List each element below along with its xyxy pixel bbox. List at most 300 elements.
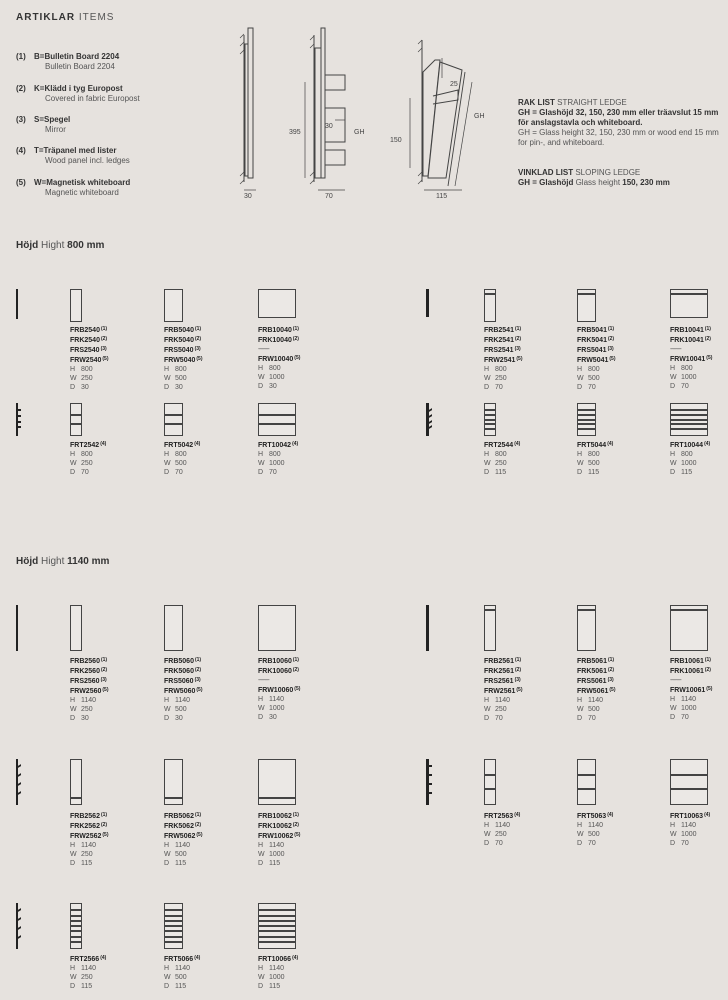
section-1140-value: 1140 mm [67, 556, 110, 567]
panel-ledge [671, 419, 707, 421]
dimension-d: D 30 [258, 714, 277, 721]
dimension-d: D 70 [670, 714, 689, 721]
dimension-w: W 250 [70, 851, 93, 858]
panel-ledge [165, 941, 182, 943]
panel-ledge [259, 920, 295, 922]
side-profile-icon [16, 605, 18, 651]
panel-ledge [485, 774, 495, 776]
dimension-w: W 250 [484, 831, 507, 838]
panel-ledge [165, 915, 182, 917]
product-info [484, 656, 523, 723]
straight-line2: för anslagstavla och whiteboard. [518, 118, 643, 127]
dimension-w: W 250 [70, 706, 93, 713]
product-code: FRB2560$^{(1)}$ [70, 657, 108, 665]
side-ledge-mark [18, 415, 21, 417]
product-code: FRS5061$^{(3)}$ [577, 677, 614, 685]
product-thumbnail [164, 289, 183, 322]
dimension-d: D 115 [258, 983, 281, 990]
svg-text:25: 25 [450, 81, 458, 88]
product-info [670, 811, 710, 848]
dimension-d: D 115 [670, 469, 693, 476]
side-ledge-mark [18, 421, 21, 423]
panel-ledge [71, 930, 81, 932]
dimension-w: W 1000 [258, 374, 285, 381]
product-info [258, 954, 298, 991]
side-ledge-mark [429, 783, 432, 785]
svg-text:115: 115 [436, 193, 448, 200]
side-ledge-mark [429, 408, 432, 412]
dimension-h: H 1140 [577, 822, 604, 829]
heading-en: ITEMS [78, 12, 115, 23]
legend-label-en: Wood panel incl. ledges [45, 156, 130, 165]
product-code: FRK2541$^{(2)}$ [484, 336, 522, 344]
dimension-d: D 30 [70, 715, 89, 722]
product-info [577, 811, 613, 848]
straight-line4: for pin-, and whiteboard. [518, 138, 605, 147]
dimension-w: W 500 [164, 375, 187, 382]
dimension-w: W 500 [577, 375, 600, 382]
dimension-d: D 30 [164, 384, 183, 391]
dimension-w: W 1000 [258, 851, 285, 858]
panel-ledge [578, 428, 595, 430]
section-800-sv: Höjd [16, 240, 39, 251]
panel-ledge [165, 920, 182, 922]
legend-label-sv: S=Spegel [34, 115, 71, 124]
side-ledge-mark [429, 774, 432, 776]
product-info [70, 954, 106, 991]
product-thumbnail [577, 403, 596, 436]
bottom-ledge [71, 797, 81, 799]
dimension-d: D 70 [577, 384, 596, 391]
dimension-h: H 1140 [484, 822, 511, 829]
section-title-800 [16, 240, 104, 251]
panel-ledge [578, 414, 595, 416]
dimension-h: H 1140 [484, 697, 511, 704]
product-code: FRS2541$^{(3)}$ [484, 346, 521, 354]
dimension-d: D 70 [164, 469, 183, 476]
legend-item [16, 115, 216, 137]
dimension-w: W 500 [164, 851, 187, 858]
product-code: FRS2561$^{(3)}$ [484, 677, 521, 685]
product-code: FRT2542$^{(4)}$ [70, 441, 107, 449]
product-thumbnail [164, 903, 183, 949]
product-thumbnail [577, 289, 596, 322]
dimension-d: D 115 [70, 860, 93, 867]
svg-text:GH: GH [354, 129, 365, 136]
legend-item [16, 52, 216, 74]
panel-ledge [71, 925, 81, 927]
product-thumbnail [670, 289, 708, 318]
dimension-w: W 500 [577, 831, 600, 838]
side-ledge-mark [18, 908, 21, 912]
panel-ledge [71, 936, 81, 938]
product-code: FRW5040$^{(5)}$ [164, 356, 203, 364]
product-info [164, 954, 200, 991]
sloping-title-sv: VINKLAD LIST [518, 168, 574, 177]
side-profile-icon [16, 403, 18, 436]
side-ledge-mark [18, 935, 21, 939]
panel-ledge [165, 414, 182, 416]
side-ledge-mark [18, 791, 21, 795]
product-thumbnail [164, 403, 183, 436]
dimension-d: D 30 [70, 384, 89, 391]
panel-ledge [578, 409, 595, 411]
svg-text:395: 395 [289, 129, 301, 136]
product-code: FRK10061$^{(2)}$ [670, 667, 711, 675]
panel-ledge [165, 423, 182, 425]
panel-ledge [165, 925, 182, 927]
top-ledge [578, 609, 595, 611]
product-code: FRB5060$^{(1)}$ [164, 657, 202, 665]
legend-number: (2) [16, 84, 26, 93]
product-code: FRT10042$^{(4)}$ [258, 441, 299, 449]
panel-ledge [578, 788, 595, 790]
product-thumbnail [258, 903, 296, 949]
product-info [164, 440, 200, 477]
dimension-h: H 1140 [70, 697, 97, 704]
product-info [164, 325, 203, 392]
side-ledge-mark [18, 926, 21, 930]
panel-ledge [485, 788, 495, 790]
product-code: FRK2561$^{(2)}$ [484, 667, 522, 675]
side-ledge-mark [18, 773, 21, 777]
dimension-d: D 70 [484, 840, 503, 847]
product-code: FRK5061$^{(2)}$ [577, 667, 615, 675]
dimension-h: H 1140 [258, 696, 285, 703]
separator: -------- [670, 346, 681, 353]
product-thumbnail [484, 403, 496, 436]
product-code: FRS2560$^{(3)}$ [70, 677, 107, 685]
panel-ledge [671, 788, 707, 790]
side-ledge-mark [429, 425, 432, 429]
dimension-h: H 800 [484, 366, 507, 373]
top-ledge [485, 293, 495, 295]
product-thumbnail [70, 605, 82, 651]
dimension-d: D 115 [258, 860, 281, 867]
side-ledge-mark [18, 426, 21, 428]
section-1140-sv: Höjd [16, 556, 39, 567]
product-code: FRW2561$^{(5)}$ [484, 687, 523, 695]
product-code: FRT5042$^{(4)}$ [164, 441, 201, 449]
dimension-w: W 250 [70, 375, 93, 382]
product-code: FRT2544$^{(4)}$ [484, 441, 521, 449]
panel-ledge [485, 423, 495, 425]
side-profile-icon [426, 289, 429, 317]
panel-ledge [71, 414, 81, 416]
dimension-w: W 1000 [670, 705, 697, 712]
dimension-w: W 500 [164, 460, 187, 467]
product-thumbnail [70, 903, 82, 949]
panel-ledge [485, 419, 495, 421]
dimension-d: D 70 [484, 384, 503, 391]
bottom-ledge [259, 797, 295, 799]
product-code: FRT2566$^{(4)}$ [70, 955, 107, 963]
side-ledge-mark [18, 764, 21, 768]
product-code: FRB10040$^{(1)}$ [258, 326, 299, 334]
dimension-h: H 800 [670, 365, 693, 372]
dimension-w: W 500 [164, 974, 187, 981]
product-code: FRK2560$^{(2)}$ [70, 667, 108, 675]
side-ledge-mark [429, 414, 432, 418]
dimension-w: W 500 [164, 706, 187, 713]
dimension-h: H 800 [484, 451, 507, 458]
panel-ledge [165, 909, 182, 911]
section-800-en: Hight [41, 240, 65, 251]
dimension-d: D 115 [164, 860, 187, 867]
product-code: FRK10060$^{(2)}$ [258, 667, 299, 675]
product-code: FRB2561$^{(1)}$ [484, 657, 522, 665]
svg-text:30: 30 [244, 193, 252, 200]
product-code: FRS5060$^{(3)}$ [164, 677, 201, 685]
legend-label-en: Mirror [45, 125, 66, 134]
dimension-h: H 1140 [70, 965, 97, 972]
dimension-h: H 800 [164, 366, 187, 373]
panel-ledge [71, 423, 81, 425]
bottom-ledge [165, 797, 182, 799]
heading-sv: ARTIKLAR [16, 12, 76, 23]
dimension-w: W 250 [70, 460, 93, 467]
product-code: FRB5040$^{(1)}$ [164, 326, 202, 334]
product-info [164, 811, 203, 868]
product-code: FRW2560$^{(5)}$ [70, 687, 109, 695]
product-code: FRW5061$^{(5)}$ [577, 687, 616, 695]
straight-title-en: STRAIGHT LEDGE [557, 98, 627, 107]
svg-text:150: 150 [390, 137, 402, 144]
product-info [577, 325, 616, 392]
product-thumbnail [258, 605, 296, 651]
product-code: FRK10041$^{(2)}$ [670, 336, 711, 344]
side-profile-icon [16, 289, 18, 319]
panel-ledge [259, 941, 295, 943]
dimension-h: H 1140 [258, 965, 285, 972]
profile-diagrams [230, 18, 520, 208]
dimension-d: D 70 [70, 469, 89, 476]
dimension-w: W 250 [484, 375, 507, 382]
product-code: FRB5041$^{(1)}$ [577, 326, 615, 334]
product-info [70, 811, 109, 868]
separator: -------- [258, 346, 269, 353]
product-thumbnail [164, 605, 183, 651]
product-code: FRK2540$^{(2)}$ [70, 336, 108, 344]
sloping-line-sv: GH = Glashöjd [518, 178, 574, 187]
product-code: FRB2541$^{(1)}$ [484, 326, 522, 334]
product-code: FRB10061$^{(1)}$ [670, 657, 711, 665]
dimension-d: D 70 [258, 469, 277, 476]
section-1140-en: Hight [41, 556, 65, 567]
product-code: FRW10060$^{(5)}$ [258, 686, 301, 694]
dimension-h: H 800 [164, 451, 187, 458]
dimension-h: H 1140 [577, 697, 604, 704]
dimension-d: D 115 [70, 983, 93, 990]
dimension-w: W 1000 [258, 460, 285, 467]
dimension-d: D 70 [670, 383, 689, 390]
dimension-h: H 800 [258, 365, 281, 372]
product-code: FRS5040$^{(3)}$ [164, 346, 201, 354]
panel-ledge [671, 428, 707, 430]
svg-text:70: 70 [325, 193, 333, 200]
product-info [670, 325, 712, 391]
product-code: FRT5063$^{(4)}$ [577, 812, 614, 820]
side-ledge-mark [429, 420, 432, 424]
product-code: FRW2540$^{(5)}$ [70, 356, 109, 364]
product-code: FRB10041$^{(1)}$ [670, 326, 711, 334]
panel-ledge [71, 915, 81, 917]
dimension-h: H 1140 [670, 822, 697, 829]
dimension-d: D 30 [164, 715, 183, 722]
product-thumbnail [70, 289, 82, 322]
product-info [258, 325, 300, 391]
dimension-h: H 1140 [70, 842, 97, 849]
top-ledge [671, 293, 707, 295]
side-ledge-mark [429, 792, 432, 794]
product-code: FRW2562$^{(5)}$ [70, 832, 109, 840]
side-profile-icon [426, 605, 429, 651]
legend-number: (3) [16, 115, 26, 124]
product-info [70, 440, 106, 477]
dimension-w: W 1000 [670, 831, 697, 838]
svg-text:30: 30 [325, 123, 333, 130]
legend-label-sv: K=Klädd i tyg Europost [34, 84, 123, 93]
side-ledge-mark [18, 917, 21, 921]
product-info [577, 440, 613, 477]
product-thumbnail [670, 759, 708, 805]
dimension-d: D 70 [577, 840, 596, 847]
separator: -------- [670, 677, 681, 684]
product-code: FRS2540$^{(3)}$ [70, 346, 107, 354]
top-ledge [485, 609, 495, 611]
sloping-line-en: Glass height [575, 178, 621, 187]
product-thumbnail [258, 759, 296, 805]
straight-line3: GH = Glass height 32, 150, 230 mm or wood end 15 mm [518, 128, 719, 137]
product-code: FRT5066$^{(4)}$ [164, 955, 201, 963]
legend-label-sv: W=Magnetisk whiteboard [34, 178, 131, 187]
panel-ledge [259, 423, 295, 425]
panel-ledge [71, 941, 81, 943]
panel-ledge [485, 428, 495, 430]
dimension-h: H 1140 [670, 696, 697, 703]
product-code: FRK10062$^{(2)}$ [258, 822, 299, 830]
dimension-h: H 1140 [164, 697, 191, 704]
legend-item [16, 146, 216, 168]
panel-ledge [71, 920, 81, 922]
dimension-h: H 1140 [164, 842, 191, 849]
dimension-h: H 800 [670, 451, 693, 458]
dimension-w: W 500 [577, 460, 600, 467]
section-title-1140 [16, 556, 109, 567]
product-info [164, 656, 203, 723]
dimension-h: H 800 [577, 366, 600, 373]
panel-ledge [259, 909, 295, 911]
product-code: FRT10044$^{(4)}$ [670, 441, 711, 449]
product-thumbnail [258, 403, 296, 436]
panel-ledge [671, 414, 707, 416]
legend-label-en: Covered in fabric Europost [45, 94, 140, 103]
dimension-w: W 1000 [258, 705, 285, 712]
legend-label-en: Bulletin Board 2204 [45, 62, 115, 71]
dimension-w: W 250 [484, 460, 507, 467]
product-code: FRK5040$^{(2)}$ [164, 336, 202, 344]
dimension-d: D 70 [484, 715, 503, 722]
panel-ledge [485, 414, 495, 416]
product-info [577, 656, 616, 723]
legend-label-sv: T=Träpanel med lister [34, 146, 117, 155]
straight-title-sv: RAK LIST [518, 98, 555, 107]
product-info [258, 811, 300, 868]
panel-ledge [671, 423, 707, 425]
dimension-w: W 1000 [670, 374, 697, 381]
panel-ledge [578, 774, 595, 776]
dimension-h: H 800 [258, 451, 281, 458]
top-ledge [578, 293, 595, 295]
product-thumbnail [577, 759, 596, 805]
product-thumbnail [258, 289, 296, 318]
side-ledge-mark [429, 765, 432, 767]
dimension-h: H 800 [577, 451, 600, 458]
page-heading [16, 12, 114, 23]
dimension-d: D 115 [577, 469, 600, 476]
product-code: FRW5062$^{(5)}$ [164, 832, 203, 840]
dimension-d: D 70 [670, 840, 689, 847]
product-code: FRB2540$^{(1)}$ [70, 326, 108, 334]
product-info [484, 440, 520, 477]
side-ledge-mark [18, 409, 21, 411]
product-code: FRK2562$^{(2)}$ [70, 822, 108, 830]
product-thumbnail [670, 403, 708, 436]
product-thumbnail [484, 605, 496, 651]
product-info [70, 656, 109, 723]
dimension-w: W 1000 [670, 460, 697, 467]
product-thumbnail [484, 289, 496, 322]
product-code: FRB10062$^{(1)}$ [258, 812, 299, 820]
product-code: FRT10063$^{(4)}$ [670, 812, 711, 820]
sloping-line-end: 150, 230 mm [622, 178, 670, 187]
panel-ledge [259, 915, 295, 917]
legend-item [16, 178, 216, 200]
separator: -------- [258, 677, 269, 684]
dimension-d: D 70 [577, 715, 596, 722]
product-code: FRW5060$^{(5)}$ [164, 687, 203, 695]
product-code: FRT10066$^{(4)}$ [258, 955, 299, 963]
product-thumbnail [70, 759, 82, 805]
product-code: FRT2563$^{(4)}$ [484, 812, 521, 820]
panel-ledge [578, 423, 595, 425]
dimension-w: W 250 [484, 706, 507, 713]
straight-line1: GH = Glashöjd 32, 150, 230 mm eller träavslut 15 mm [518, 108, 719, 117]
dimension-d: D 30 [258, 383, 277, 390]
panel-ledge [259, 930, 295, 932]
dimension-w: W 250 [70, 974, 93, 981]
panel-ledge [671, 774, 707, 776]
dimension-d: D 115 [484, 469, 507, 476]
section-800-value: 800 mm [67, 240, 105, 251]
panel-ledge [71, 909, 81, 911]
product-code: FRK10040$^{(2)}$ [258, 336, 299, 344]
product-code: FRK5041$^{(2)}$ [577, 336, 615, 344]
straight-ledge-info [518, 98, 719, 148]
panel-ledge [165, 930, 182, 932]
legend-label-sv: B=Bulletin Board 2204 [34, 52, 120, 61]
dimension-h: H 800 [70, 451, 93, 458]
product-code: FRB2562$^{(1)}$ [70, 812, 108, 820]
top-ledge [671, 609, 707, 611]
dimension-h: H 1140 [164, 965, 191, 972]
panel-ledge [671, 409, 707, 411]
side-ledge-mark [18, 782, 21, 786]
panel-ledge [259, 925, 295, 927]
product-thumbnail [577, 605, 596, 651]
product-info [484, 811, 520, 848]
dimension-h: H 1140 [258, 842, 285, 849]
